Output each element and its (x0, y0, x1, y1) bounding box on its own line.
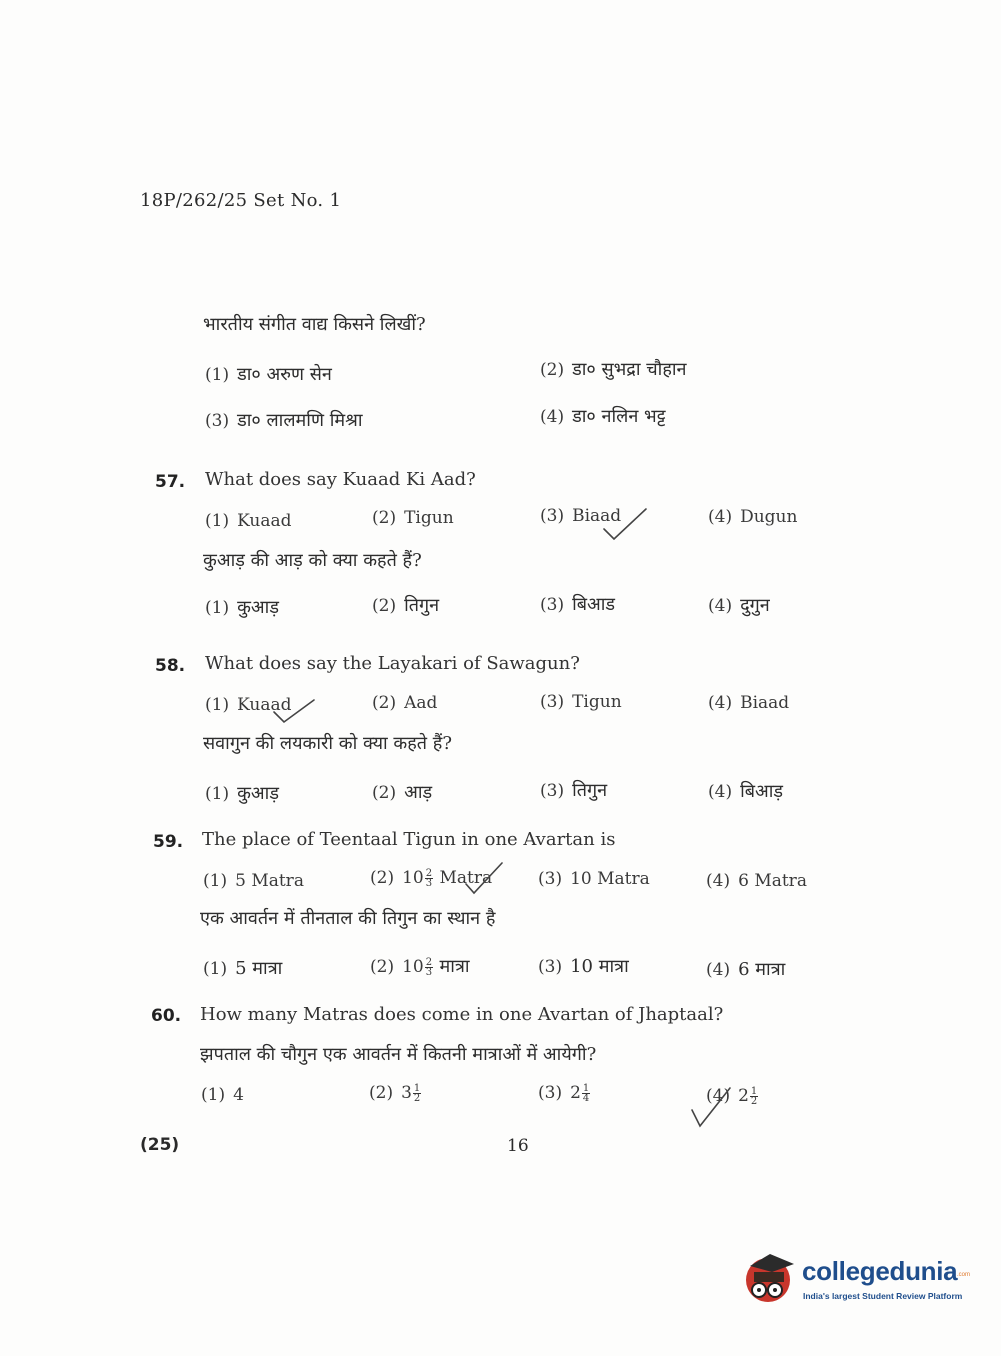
q59-option-en-3: (3) 10 Matra (538, 869, 650, 889)
fraction: $\frac{1}{2}$ (750, 1086, 758, 1107)
q60-option-2: (2) 3 $\frac{1}{2}$ (369, 1083, 421, 1104)
q57-english-text: What does say Kuaad Ki Aad? (205, 469, 476, 490)
paper-code: (25) (140, 1135, 180, 1155)
page-number: 16 (507, 1136, 529, 1156)
logo-wordmark: collegedunia (802, 1256, 958, 1286)
q56-hindi-text: भारतीय संगीत वाद्य किसने लिखीं? (203, 314, 426, 335)
q58-hindi-text: सवागुन की लयकारी को क्या कहते हैं? (203, 733, 452, 754)
q56-option-1: (1) डा० अरुण सेन (205, 364, 332, 385)
q57-hindi-text: कुआड़ की आड़ को क्या कहते हैं? (203, 550, 422, 571)
q58-english-text: What does say the Layakari of Sawagun? (205, 653, 580, 674)
q59-option-en-1: (1) 5 Matra (203, 871, 304, 891)
q59-english-text: The place of Teentaal Tigun in one Avartan is (202, 829, 616, 850)
q60-option-1: (1) 4 (201, 1085, 244, 1105)
q58-number: 58. (155, 656, 186, 676)
q57-option-hi-1: (1) कुआड़ (205, 597, 279, 618)
q58-option-hi-3: (3) तिगुन (540, 780, 608, 801)
q60-tick-mark-icon (686, 1084, 736, 1132)
q57-option-en-4: (4) Dugun (708, 507, 798, 527)
q60-english-text: How many Matras does come in one Avartan of Jhaptaal? (200, 1004, 724, 1025)
q60-option-3: (3) 2 $\frac{1}{4}$ (538, 1083, 590, 1104)
q58-option-en-1: (1) Kuaad (205, 695, 292, 715)
q56-option-4: (4) डा० नलिन भट्ट (540, 406, 666, 427)
q58-option-hi-2: (2) आड़ (372, 782, 433, 803)
q57-option-en-3: (3) Biaad (540, 506, 622, 526)
logo-tagline: India's largest Student Review Platform (803, 1291, 963, 1301)
fraction: $\frac{1}{2}$ (413, 1083, 421, 1104)
q59-number: 59. (153, 832, 184, 852)
q56-option-2: (2) डा० सुभद्रा चौहान (540, 359, 687, 380)
fraction: $\frac{1}{4}$ (582, 1083, 590, 1104)
q58-tick-mark-icon (270, 696, 318, 726)
fraction: $\frac{2}{3}$ (425, 868, 433, 889)
set-code: 18P/262/25 Set No. 1 (140, 190, 342, 211)
q57-option-en-1: (1) Kuaad (205, 511, 292, 531)
q59-option-hi-2: (2) 10 $\frac{2}{3}$ मात्रा (370, 956, 470, 978)
q57-option-en-2: (2) Tigun (372, 508, 454, 528)
q60-hindi-text: झपताल की चौगुन एक आवर्तन में कितनी मात्राओं में आयेगी? (200, 1044, 597, 1065)
q59-option-hi-4: (4) 6 मात्रा (706, 959, 786, 980)
q58-option-en-3: (3) Tigun (540, 692, 622, 712)
q58-option-en-2: (2) Aad (372, 693, 438, 713)
q59-hindi-text: एक आवर्तन में तीनताल की तिगुन का स्थान है (200, 908, 496, 929)
q57-tick-mark-icon (600, 505, 652, 543)
q60-option-4: (4) 2 $\frac{1}{2}$ (706, 1086, 758, 1107)
q59-option-hi-1: (1) 5 मात्रा (203, 958, 283, 979)
q58-option-hi-4: (4) बिआड़ (708, 781, 784, 802)
collegedunia-logo (742, 1250, 972, 1310)
q59-tick-mark-icon (462, 860, 506, 898)
logo-suffix: .com (957, 1272, 971, 1278)
q57-option-hi-4: (4) दुगुन (708, 595, 770, 616)
q58-option-en-4: (4) Biaad (708, 693, 790, 713)
q60-number: 60. (151, 1006, 182, 1026)
q57-number: 57. (155, 472, 186, 492)
q59-option-en-4: (4) 6 Matra (706, 871, 807, 891)
q56-option-3: (3) डा० लालमणि मिश्रा (205, 410, 363, 431)
q59-option-hi-3: (3) 10 मात्रा (538, 956, 629, 977)
q58-option-hi-1: (1) कुआड़ (205, 783, 279, 804)
q57-option-hi-2: (2) तिगुन (372, 595, 440, 616)
q57-option-hi-3: (3) बिआड (540, 594, 616, 615)
mascot-icon (742, 1250, 800, 1308)
q59-option-en-2: (2) 10 $\frac{2}{3}$ Matra (370, 868, 493, 889)
fraction: $\frac{2}{3}$ (425, 957, 433, 978)
